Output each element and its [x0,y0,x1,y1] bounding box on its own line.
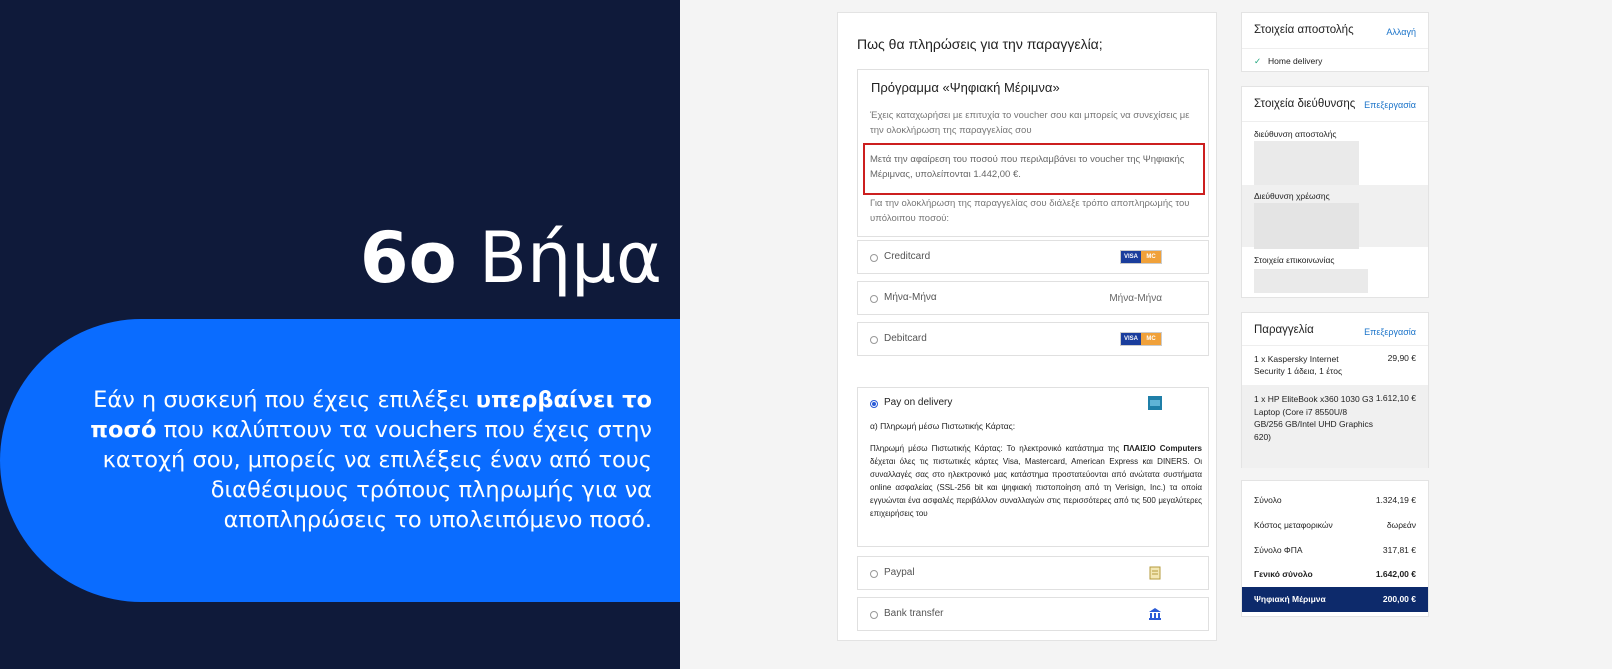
bank-icon [1148,607,1162,621]
paypal-icon [1148,566,1162,580]
label-pay-on-delivery: Pay on delivery [884,397,953,408]
order-panel [1241,312,1429,468]
pod-description [870,442,1202,520]
option-debitcard[interactable] [857,322,1209,356]
label-bank-transfer: Bank transfer [884,608,944,619]
address-edit-link[interactable]: Επεξεργασία [1364,100,1416,110]
radio-minas[interactable] [870,295,878,303]
step-number: 6ο [359,217,457,299]
shipping-method: Home delivery [1268,56,1323,66]
vat-label: Σύνολο ΦΠΑ [1254,545,1303,555]
shipping-title: Στοιχεία αποστολής [1254,24,1354,36]
cash-icon [1148,396,1162,410]
order-edit-link[interactable]: Επεξεργασία [1364,327,1416,337]
shipping-cost-value: δωρεάν [1386,520,1416,530]
pod-text-b: δέχεται όλες τις πιστωτικές κάρτες Visa, Mastercard, American Express και DINERS. Οι συναλλαγές σας στο ηλεκτρονικό μας κατάστημα προστατεύονται από ανώτατα συστήματα online ασφαλείας (SSL-256 bit και ψηφιακή πιστοποίηση από τη Verisign, Inc.) τα οποία εγγυώνται ένα ασφαλές περιβάλλον συναλλαγών στις περισσότερες από τις 500 μεγαλύτερες επιχειρήσεις του [870,457,1202,518]
option-minas[interactable] [857,281,1209,315]
visa-text: VISA [1121,333,1141,345]
order-item-name: 1 x Kaspersky Internet Security 1 άδεια, 1 έτος [1254,354,1343,376]
instruction-text [52,385,652,535]
visa-mastercard-icon [1120,332,1162,346]
contact-label: Στοιχεία επικοινωνίας [1254,255,1335,265]
shipping-address-redacted [1254,141,1359,189]
instruction-text-part1: Εάν η συσκευή που έχεις επιλέξει [93,387,476,413]
subtotal-value: 1.324,19 € [1375,495,1416,505]
radio-creditcard[interactable] [870,254,878,262]
voucher-total-value: 200,00 € [1382,594,1416,604]
voucher-total-label: Ψηφιακή Μέριμνα [1254,594,1326,604]
payment-title: Πως θα πληρώσεις για την παραγγελία; [857,36,1103,52]
label-debitcard: Debitcard [884,333,927,344]
option-paypal[interactable] [857,556,1209,590]
order-item-price: 29,90 € [1387,353,1416,363]
totals-panel [1241,480,1429,617]
shipping-address-label: διεύθυνση αποστολής [1254,129,1337,139]
instruction-text-part2: που καλύπτουν τα vouchers που έχεις στην κατοχή σου, μπορείς να επιλέξεις έναν από τους διαθέσιμους τρόπους πληρωμής για να αποπληρώσεις το υπολειπόμενο ποσό. [102,417,652,533]
radio-paypal[interactable] [870,570,878,578]
slide-left-panel [0,0,680,669]
order-item-price: 1.612,10 € [1375,393,1416,403]
option-creditcard[interactable] [857,240,1209,274]
mc-text: MC [1141,333,1161,345]
broken-image-icon: Μήνα-Μήνα [1109,293,1162,304]
label-minas: Μήνα-Μήνα [884,292,937,303]
shipping-cost-label: Κόστος μεταφορικών [1254,520,1333,530]
radio-bank-transfer[interactable] [870,611,878,619]
check-icon: ✓ [1254,56,1262,66]
pod-text-a: Πληρωμή μέσω Πιστωτικής Κάρτας: Το ηλεκτρονικό κατάστημα της [870,444,1124,453]
order-title: Παραγγελία [1254,324,1314,336]
visa-mastercard-icon [1120,250,1162,264]
pod-text-bold: ΠΛΑΙΣΙΟ Computers [1123,444,1203,453]
voucher-card [857,69,1209,237]
billing-address-redacted [1254,203,1359,249]
option-bank-transfer[interactable] [857,597,1209,631]
radio-pay-on-delivery[interactable] [870,400,878,408]
vat-value: 317,81 € [1382,545,1416,555]
step-heading [360,218,662,298]
address-panel [1241,86,1429,298]
pod-subtitle: α) Πληρωμή μέσω Πιστωτικής Κάρτας: [870,421,1016,431]
step-word: Βήμα [478,217,662,299]
shipping-panel [1241,12,1429,72]
remaining-amount-text: Μετά την αφαίρεση του ποσού που περιλαμβάνει το voucher της Ψηφιακής Μέριμνας, υπολείπονται 1.442,00 €. [870,154,1185,180]
grand-total-label: Γενικό σύνολο [1254,569,1313,579]
visa-text: VISA [1121,251,1141,263]
choose-method-text: Για την ολοκλήρωση της παραγγελίας σου διάλεξε τρόπο αποπληρωμής του υπόλοιπου ποσού: [870,198,1190,224]
label-creditcard: Creditcard [884,251,931,262]
shipping-change-link[interactable]: Αλλαγή [1386,27,1416,37]
instruction-bubble [0,319,680,602]
label-paypal: Paypal [884,567,915,578]
payment-panel [837,12,1217,641]
voucher-total-bar [1242,587,1428,612]
grand-total-value: 1.642,00 € [1375,569,1416,579]
radio-debitcard[interactable] [870,336,878,344]
billing-address-label: Διεύθυνση χρέωσης [1254,191,1330,201]
option-pay-on-delivery[interactable] [857,387,1209,547]
subtotal-label: Σύνολο [1254,495,1282,505]
address-title: Στοιχεία διεύθυνσης [1254,98,1356,110]
mc-text: MC [1141,251,1161,263]
checkout-screenshot [680,0,1612,669]
order-item-name: 1 x HP EliteBook x360 1030 G3 Laptop (Core i7 8550U/8 GB/256 GB/Intel UHD Graphics 620) [1254,394,1374,442]
voucher-title: Πρόγραμμα «Ψηφιακή Μέριμνα» [871,80,1060,95]
contact-redacted [1254,269,1368,293]
instruction-text-bold: υπερβαίνει το ποσό [90,387,652,443]
voucher-success-text: Έχεις καταχωρήσει με επιτυχία το voucher σου και μπορείς να συνεχίσεις με την ολοκλήρωση της παραγγελίας σου [870,110,1190,136]
